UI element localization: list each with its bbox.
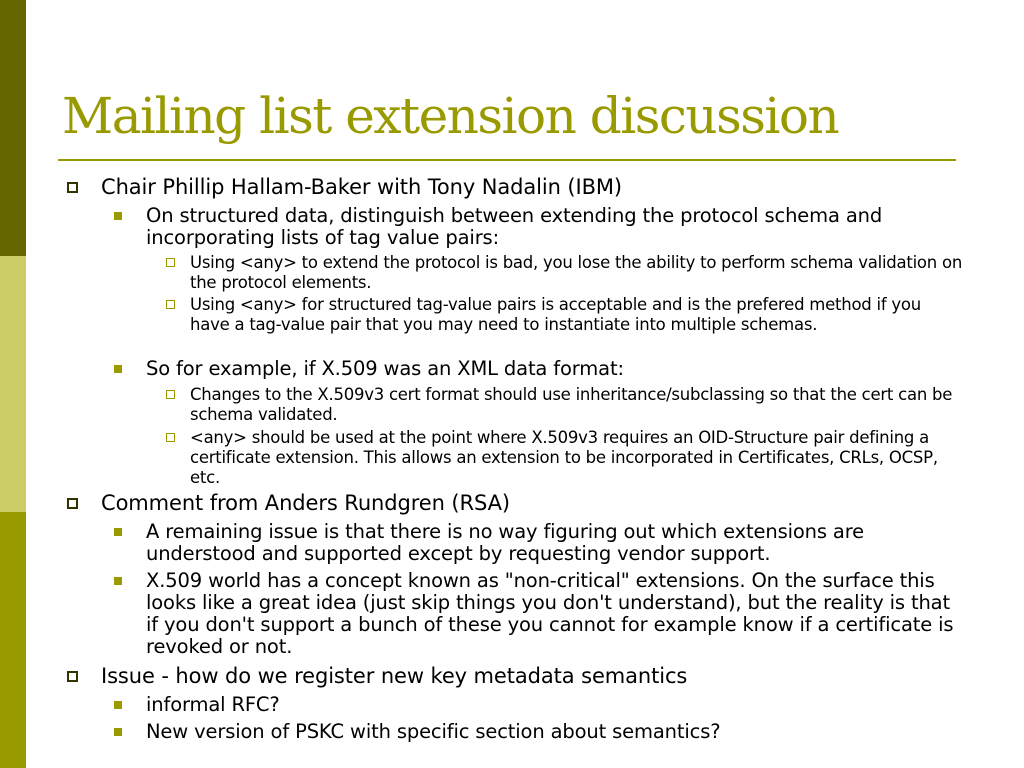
bullet-any-tag-value bbox=[190, 295, 965, 335]
bullet-text: X.509 world has a concept known as "non-critical" extensions. On the surface this looks like a great idea (just skip things you don't understand), but the reality is that if you don't support a bunch of these you cannot for example know if a certificate is revoked or not. bbox=[146, 569, 954, 658]
small-hollow-square-bullet-icon bbox=[166, 300, 175, 309]
square-bullet-icon bbox=[114, 365, 122, 373]
bullet-anders-comment bbox=[101, 492, 961, 514]
bullet-text: <any> should be used at the point where X.509v3 requires an OID-Structure pair defining a certificate extension. This allows an extension to be incorporated in Certificates, CRLs, OCSP, etc. bbox=[190, 428, 938, 487]
hollow-square-bullet-icon bbox=[67, 182, 78, 193]
bullet-metadata-issue bbox=[101, 665, 961, 687]
small-hollow-square-bullet-icon bbox=[166, 258, 175, 267]
bullet-non-critical bbox=[146, 570, 966, 658]
bullet-any-extend bbox=[190, 253, 965, 293]
bullet-text: A remaining issue is that there is no way figuring out which extensions are understood and supported except by requesting vendor support. bbox=[146, 520, 864, 565]
square-bullet-icon bbox=[114, 212, 122, 220]
square-bullet-icon bbox=[114, 701, 122, 709]
bullet-chair bbox=[101, 176, 961, 198]
bullet-x509-example bbox=[146, 358, 966, 380]
bullet-text: Issue - how do we register new key metadata semantics bbox=[101, 664, 688, 688]
bullet-structured-data bbox=[146, 205, 966, 249]
bullet-text: Chair Phillip Hallam-Baker with Tony Nadalin (IBM) bbox=[101, 175, 622, 199]
bullet-text: So for example, if X.509 was an XML data format: bbox=[146, 357, 624, 380]
bullet-text: Comment from Anders Rundgren (RSA) bbox=[101, 491, 510, 515]
bullet-remaining-issue bbox=[146, 521, 966, 565]
bullet-text: Using <any> to extend the protocol is bad, you lose the ability to perform schema validation on the protocol elements. bbox=[190, 253, 963, 292]
bullet-pskc bbox=[146, 721, 966, 743]
square-bullet-icon bbox=[114, 528, 122, 536]
bullet-x509-inheritance bbox=[190, 385, 965, 425]
slide-title: Mailing list extension discussion bbox=[62, 87, 839, 145]
small-hollow-square-bullet-icon bbox=[166, 390, 175, 399]
square-bullet-icon bbox=[114, 577, 122, 585]
small-hollow-square-bullet-icon bbox=[166, 433, 175, 442]
bullet-any-oid bbox=[190, 428, 965, 488]
bullet-informal-rfc bbox=[146, 694, 966, 716]
bullet-text: Changes to the X.509v3 cert format should use inheritance/subclassing so that the cert can be schema validated. bbox=[190, 385, 953, 424]
bullet-text: Using <any> for structured tag-value pairs is acceptable and is the prefered method if you have a tag-value pair that you may need to instantiate into multiple schemas. bbox=[190, 295, 921, 334]
bullet-text: informal RFC? bbox=[146, 693, 280, 716]
square-bullet-icon bbox=[114, 728, 122, 736]
hollow-square-bullet-icon bbox=[67, 671, 78, 682]
hollow-square-bullet-icon bbox=[67, 498, 78, 509]
bullet-text: New version of PSKC with specific section about semantics? bbox=[146, 720, 721, 743]
bullet-text: On structured data, distinguish between extending the protocol schema and incorporating lists of tag value pairs: bbox=[146, 204, 883, 249]
